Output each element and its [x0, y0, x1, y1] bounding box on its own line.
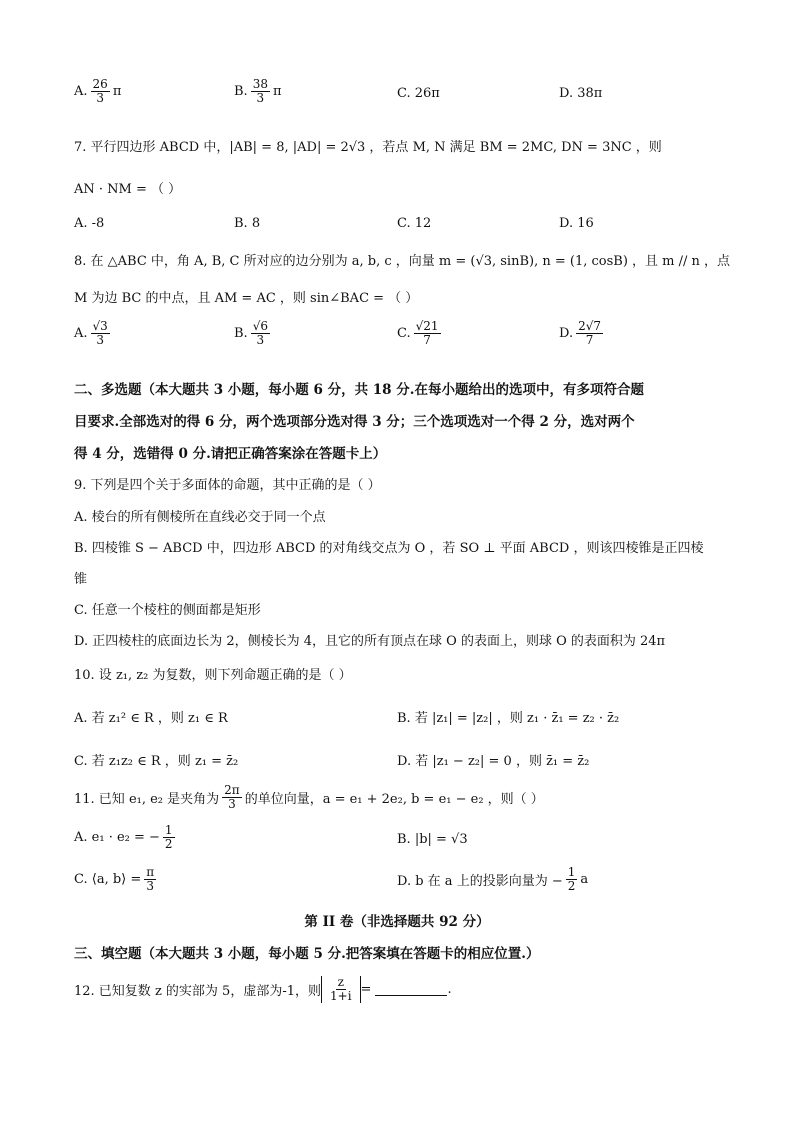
q11-option-c: C. ⟨a, b⟩ = $\frac{\pi}{3}$ — [74, 865, 155, 894]
q10-option-d: D. 若 |z₁ − z₂| = 0 ，则 z̄₁ = z̄₂ — [397, 754, 590, 769]
q8-stem-line2: M 为边 BC 的中点，且 AM = AC ，则 sin∠BAC = （ ） — [74, 291, 419, 306]
q8-option-b: B. $\frac{√6}{3}$ — [234, 319, 268, 348]
section2-header-line3: 得 4 分，选错得 0 分.请把正确答案涂在答题卡上） — [74, 446, 387, 462]
fraction: $\frac{z}{1+i}$ — [330, 975, 352, 1004]
q9-option-c: C. 任意一个棱柱的侧面都是矩形 — [74, 603, 261, 618]
q8-stem-line1: 8. 在 △ABC 中，角 A, B, C 所对应的边分别为 a, b, c ，向量 m = (√3, sinB), n = (1, cosB) ，且 m // n ，点 — [74, 254, 731, 269]
absolute-value — [321, 976, 361, 1003]
fraction: $\frac{26}{3}$ — [92, 77, 108, 106]
section3-header: 三、填空题（本大题共 3 小题，每小题 5 分.把答案填在答题卡的相应位置.） — [74, 946, 540, 962]
q10-option-a: A. 若 z₁² ∈ R ，则 z₁ ∈ R — [74, 711, 228, 726]
q6-option-a: A. $\frac{26}{3}$ π — [74, 77, 122, 106]
q10-option-b: B. 若 |z₁| = |z₂| ，则 z₁ · z̄₁ = z₂ · z̄₂ — [397, 711, 620, 726]
q7-stem-line1: 7. 平行四边形 ABCD 中，|AB| = 8, |AD| = 2√3 ，若点 M, N 满足 BM = 2MC, DN = 3NC ，则 — [74, 140, 662, 155]
q11-option-b: B. |b| = √3 — [397, 832, 468, 847]
fraction: $\frac{√3}{3}$ — [92, 319, 108, 348]
q6-option-b: B. $\frac{38}{3}$ π — [234, 77, 282, 106]
fraction: $\frac{√21}{7}$ — [415, 319, 439, 348]
q12-stem: 12. 已知复数 z 的实部为 5，虚部为-1，则 $\frac{z}{1+i}$ = . — [74, 975, 452, 1004]
q10-stem: 10. 设 z₁, z₂ 为复数，则下列命题正确的是（ ） — [74, 668, 352, 683]
fraction: $\frac{38}{3}$ — [252, 77, 268, 106]
q7-option-c: C. 12 — [397, 216, 432, 231]
q9-option-d: D. 正四棱柱的底面边长为 2，侧棱长为 4，且它的所有顶点在球 O 的表面上，则球 O 的表面积为 24π — [74, 634, 666, 649]
q7-option-b: B. 8 — [234, 216, 261, 231]
q8-option-a: A. $\frac{√3}{3}$ — [74, 319, 108, 348]
q10-option-c: C. 若 z₁z₂ ∈ R ，则 z₁ = z̄₂ — [74, 754, 239, 769]
q7-stem-line2: AN · NM = （ ） — [74, 182, 182, 197]
fraction: $\frac{2√7}{7}$ — [578, 319, 602, 348]
fraction: $\frac{2\pi}{3}$ — [224, 783, 240, 812]
q7-option-d: D. 16 — [559, 216, 594, 231]
q9-option-b-cont: 锥 — [74, 572, 88, 587]
section2-header-line1: 二、多选题（本大题共 3 小题，每小题 6 分，共 18 分.在每小题给出的选项中，有多项符合题 — [74, 382, 644, 398]
q11-stem: 11. 已知 e₁, e₂ 是夹角为 $\frac{2\pi}{3}$ 的单位向量，a = e₁ + 2e₂, b = e₁ − e₂ ，则（ ） — [74, 783, 544, 812]
option-letter: A. — [74, 84, 88, 100]
fraction: $\frac{1}{2}$ — [567, 865, 576, 894]
part2-title: 第 II 卷（非选择题共 92 分） — [304, 914, 490, 930]
q9-option-b: B. 四棱锥 S − ABCD 中，四边形 ABCD 的对角线交点为 O ，若 SO ⊥ 平面 ABCD ，则该四棱锥是正四棱 — [74, 541, 704, 556]
fraction: $\frac{\pi}{3}$ — [146, 865, 155, 894]
answer-blank[interactable] — [375, 983, 447, 996]
q6-option-d: D. 38π — [559, 86, 603, 101]
q8-option-c: C. $\frac{√21}{7}$ — [397, 319, 439, 348]
q11-option-a: A. e₁ · e₂ = − $\frac{1}{2}$ — [74, 823, 173, 852]
q9-option-a: A. 棱台的所有侧棱所在直线必交于同一个点 — [74, 510, 326, 525]
q6-option-c: C. 26π — [397, 86, 440, 101]
section2-header-line2: 目要求.全部选对的得 6 分，两个选项部分选对得 3 分；三个选项选对一个得 2 分，选对两个 — [74, 414, 635, 430]
q8-option-d: D. $\frac{2√7}{7}$ — [559, 319, 602, 348]
q7-option-a: A. -8 — [74, 216, 105, 231]
q9-stem: 9. 下列是四个关于多面体的命题，其中正确的是（ ） — [74, 478, 381, 493]
option-letter: B. — [234, 84, 248, 100]
fraction: $\frac{√6}{3}$ — [252, 319, 268, 348]
fraction: $\frac{1}{2}$ — [164, 823, 173, 852]
q11-option-d: D. b 在 a 上的投影向量为 − $\frac{1}{2}$ a — [397, 865, 589, 894]
